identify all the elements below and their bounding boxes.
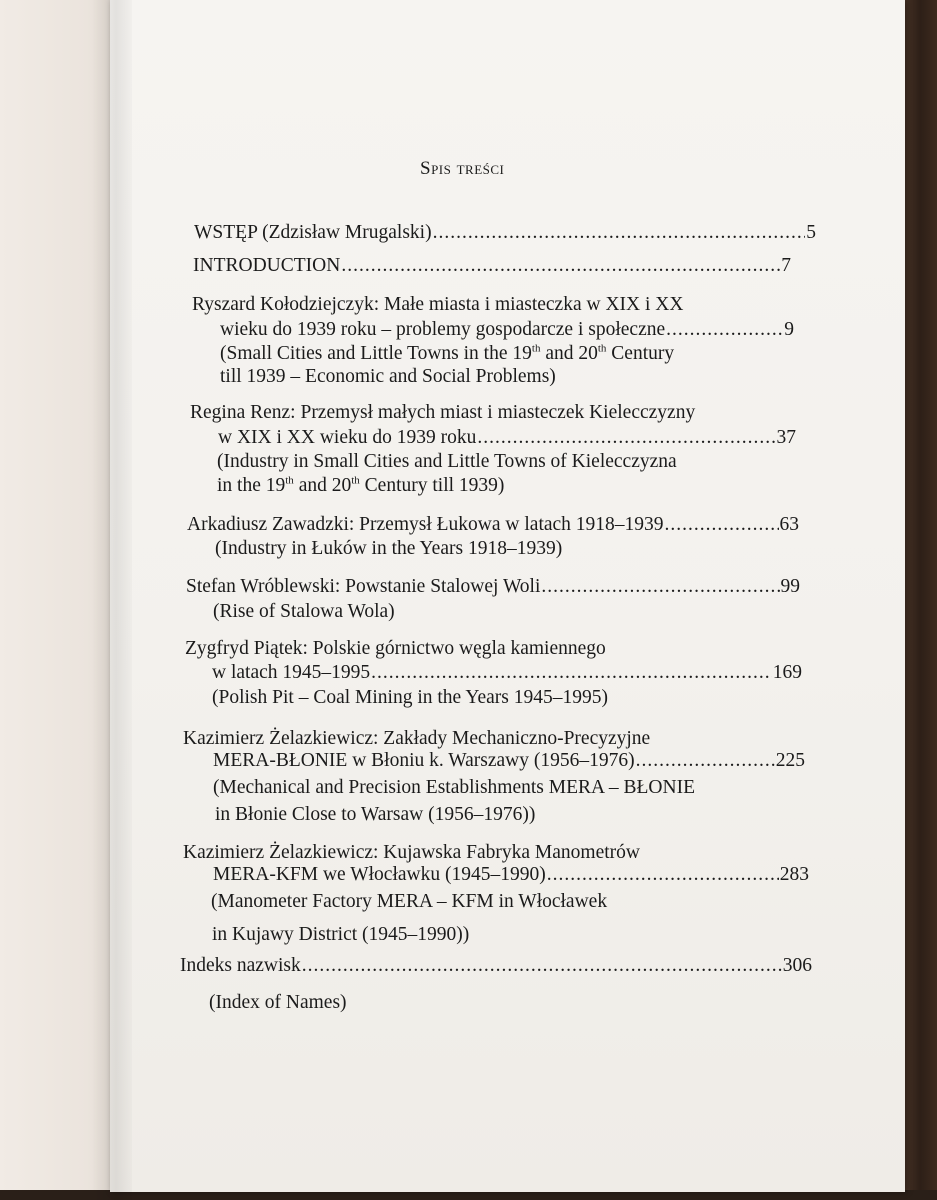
- toc-entry-7-line2: [213, 864, 809, 886]
- toc-entry-2-translation2: in the 19th and 20th Century till 1939): [217, 474, 505, 496]
- toc-page: 169: [772, 662, 802, 683]
- toc-page: 5: [806, 222, 816, 243]
- toc-entry-index-translation: (Index of Names): [209, 992, 347, 1013]
- toc-page: 63: [779, 514, 799, 535]
- toc-title: Arkadiusz Zawadzki: Przemysł Łukowa w latach 1918–1939: [187, 514, 664, 535]
- toc-entry-6-line1: Kazimierz Żelazkiewicz: Zakłady Mechaniczno-Precyzyjne: [183, 728, 651, 749]
- toc-entry-7-line1: Kazimierz Żelazkiewicz: Kujawska Fabryka Manometrów: [183, 842, 640, 863]
- toc-entry-7-translation2: in Kujawy District (1945–1990)): [212, 924, 470, 945]
- toc-entry-7-translation1: (Manometer Factory MERA – KFM in Włocławek: [211, 891, 608, 912]
- toc-entry-6-translation1: (Mechanical and Precision Establishments MERA – BŁONIE: [213, 777, 695, 798]
- toc-page: 225: [775, 750, 805, 771]
- toc-title: Stefan Wróblewski: Powstanie Stalowej Woli: [186, 576, 541, 597]
- toc-page: 9: [784, 319, 794, 340]
- toc-title: INTRODUCTION: [193, 255, 341, 276]
- toc-entry-1-line1: Ryszard Kołodziejczyk: Małe miasta i miasteczka w XIX i XX: [192, 294, 684, 315]
- toc-entry-2-line1: Regina Renz: Przemysł małych miast i miasteczek Kielecczyzny: [190, 402, 696, 423]
- toc-entry-1-translation2: till 1939 – Economic and Social Problems): [220, 366, 556, 387]
- toc-title: WSTĘP (Zdzisław Mrugalski): [194, 222, 432, 243]
- toc-entry-1-translation1: (Small Cities and Little Towns in the 19th and 20th Century: [220, 342, 675, 364]
- toc-title: wieku do 1939 roku – problemy gospodarcze i społeczne: [220, 319, 666, 340]
- leader-dots: [341, 255, 780, 277]
- toc-title: Indeks nazwisk: [180, 955, 301, 976]
- toc-entry-introduction: [193, 255, 791, 277]
- toc-page: 37: [776, 427, 796, 448]
- leader-dots: [371, 662, 772, 684]
- leader-dots: [433, 222, 806, 244]
- toc-page: 99: [780, 576, 800, 597]
- toc-title: MERA-BŁONIE w Błoniu k. Warszawy (1956–1976): [213, 750, 635, 771]
- leader-dots: [302, 955, 782, 977]
- toc-title: MERA-KFM we Włocławku (1945–1990): [213, 864, 546, 885]
- toc-entry-6-translation2: in Błonie Close to Warsaw (1956–1976)): [215, 804, 536, 825]
- toc-entry-3-line1: [187, 514, 799, 536]
- toc-page: 7: [781, 255, 791, 276]
- toc-entry-4-line1: [186, 576, 800, 598]
- toc-title: w XIX i XX wieku do 1939 roku: [218, 427, 477, 448]
- toc-entry-5-line2: [212, 662, 802, 684]
- toc-entry-5-translation1: (Polish Pit – Coal Mining in the Years 1945–1995): [212, 687, 608, 708]
- toc-title: w latach 1945–1995: [212, 662, 371, 683]
- toc-entry-5-line1: Zygfryd Piątek: Polskie górnictwo węgla kamiennego: [185, 638, 606, 659]
- page-title: Spis treści: [420, 158, 505, 179]
- toc-entry-6-line2: [213, 750, 805, 772]
- leader-dots: [477, 427, 775, 449]
- leader-dots: [636, 750, 775, 772]
- toc-entry-1-line2: [220, 319, 794, 341]
- toc-entry-wstep: [194, 222, 816, 244]
- leader-dots: [666, 319, 783, 341]
- toc-entry-2-translation1: (Industry in Small Cities and Little Towns of Kielecczyzna: [217, 451, 677, 472]
- toc-page: 283: [779, 864, 809, 885]
- leader-dots: [541, 576, 779, 598]
- toc-entry-2-line2: [218, 427, 796, 449]
- toc-entry-index: [180, 955, 812, 977]
- leader-dots: [665, 514, 779, 536]
- toc-entry-4-translation1: (Rise of Stalowa Wola): [213, 601, 395, 622]
- leader-dots: [547, 864, 779, 886]
- toc-page: 306: [782, 955, 812, 976]
- toc-entry-3-translation1: (Industry in Łuków in the Years 1918–1939): [215, 538, 563, 559]
